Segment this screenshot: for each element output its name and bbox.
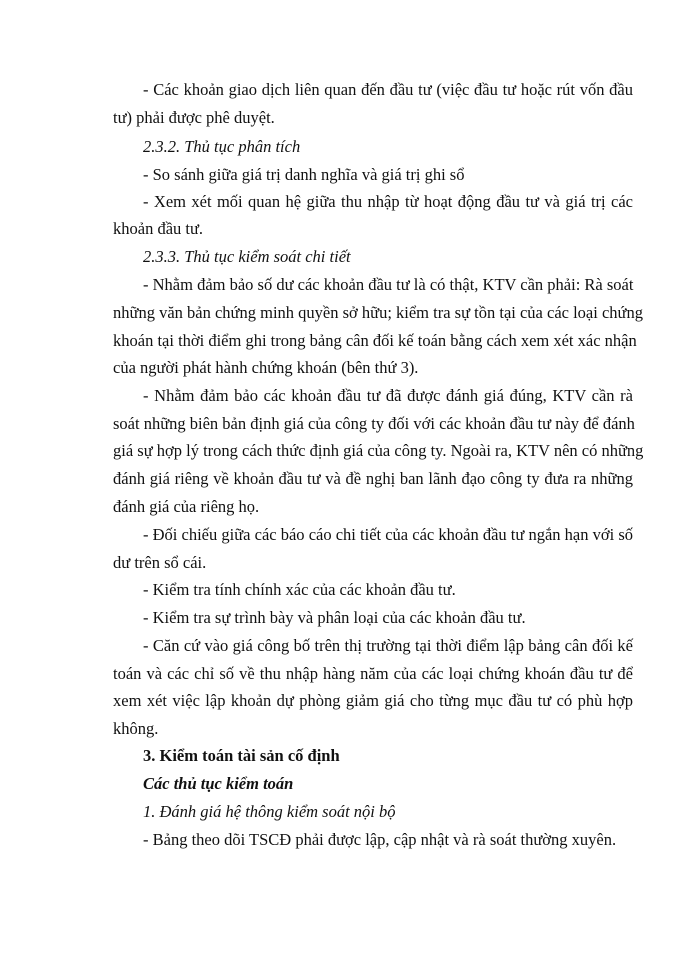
text-line: soát những biên bản định giá của công ty đối với các khoản đầu tư này để đánh: [113, 414, 635, 433]
text-line: toán và các chỉ số về thu nhập hàng năm của các loại chứng khoán đầu tư để: [113, 664, 633, 683]
text-line: tư) phải được phê duyệt.: [113, 108, 275, 127]
text-line: - Đối chiếu giữa các báo cáo chi tiết của các khoản đầu tư ngắn hạn với số: [143, 525, 633, 544]
section-heading: 3. Kiểm toán tài sản cố định: [143, 746, 340, 765]
text-line: - Nhằm đảm bảo các khoản đầu tư đã được đánh giá đúng, KTV cần rà: [143, 386, 633, 405]
text-line: xem xét việc lập khoản dự phòng giảm giá cho từng mục đầu tư có phù hợp: [113, 691, 633, 710]
text-line: đánh giá của riêng họ.: [113, 497, 260, 516]
text-line: - So sánh giữa giá trị danh nghĩa và giá trị ghi sổ: [143, 165, 465, 184]
text-line: - Xem xét mối quan hệ giữa thu nhập từ hoạt động đầu tư và giá trị các: [143, 192, 633, 211]
text-line: của người phát hành chứng khoán (bên thứ 3).: [113, 358, 419, 377]
text-line: đánh giá riêng về khoản đầu tư và đề nghị ban lãnh đạo công ty đưa ra những: [113, 469, 633, 488]
text-line: khoán tại thời điểm ghi trong bảng cân đối kế toán bằng cách xem xét xác nhận: [113, 331, 637, 350]
text-line: khoản đầu tư.: [113, 219, 204, 238]
text-line: - Kiểm tra tính chính xác của các khoản đầu tư.: [143, 580, 456, 599]
sub-heading: Các thủ tục kiểm toán: [143, 774, 294, 793]
text-line: - Các khoản giao dịch liên quan đến đầu tư (việc đầu tư hoặc rút vốn đầu: [143, 80, 633, 99]
text-line: không.: [113, 719, 159, 738]
text-line: - Bảng theo dõi TSCĐ phải được lập, cập nhật và rà soát thường xuyên.: [143, 830, 617, 849]
section-heading: 1. Đánh giá hệ thông kiểm soát nội bộ: [143, 802, 396, 821]
text-line: những văn bản chứng minh quyền sở hữu; kiểm tra sự tồn tại của các loại chứng: [113, 303, 643, 322]
section-heading: 2.3.3. Thủ tục kiểm soát chi tiết: [143, 247, 351, 266]
section-heading: 2.3.2. Thủ tục phân tích: [143, 137, 301, 156]
text-line: - Căn cứ vào giá công bố trên thị trường tại thời điểm lập bảng cân đối kế: [143, 636, 633, 655]
text-line: giá sự hợp lý trong cách thức định giá của công ty. Ngoài ra, KTV nên có những: [113, 441, 644, 460]
text-line: dư trên sổ cái.: [113, 553, 207, 572]
text-line: - Nhằm đảm bảo số dư các khoản đầu tư là có thật, KTV cần phải: Rà soát: [143, 275, 634, 294]
text-line: - Kiểm tra sự trình bày và phân loại của các khoản đầu tư.: [143, 608, 526, 627]
